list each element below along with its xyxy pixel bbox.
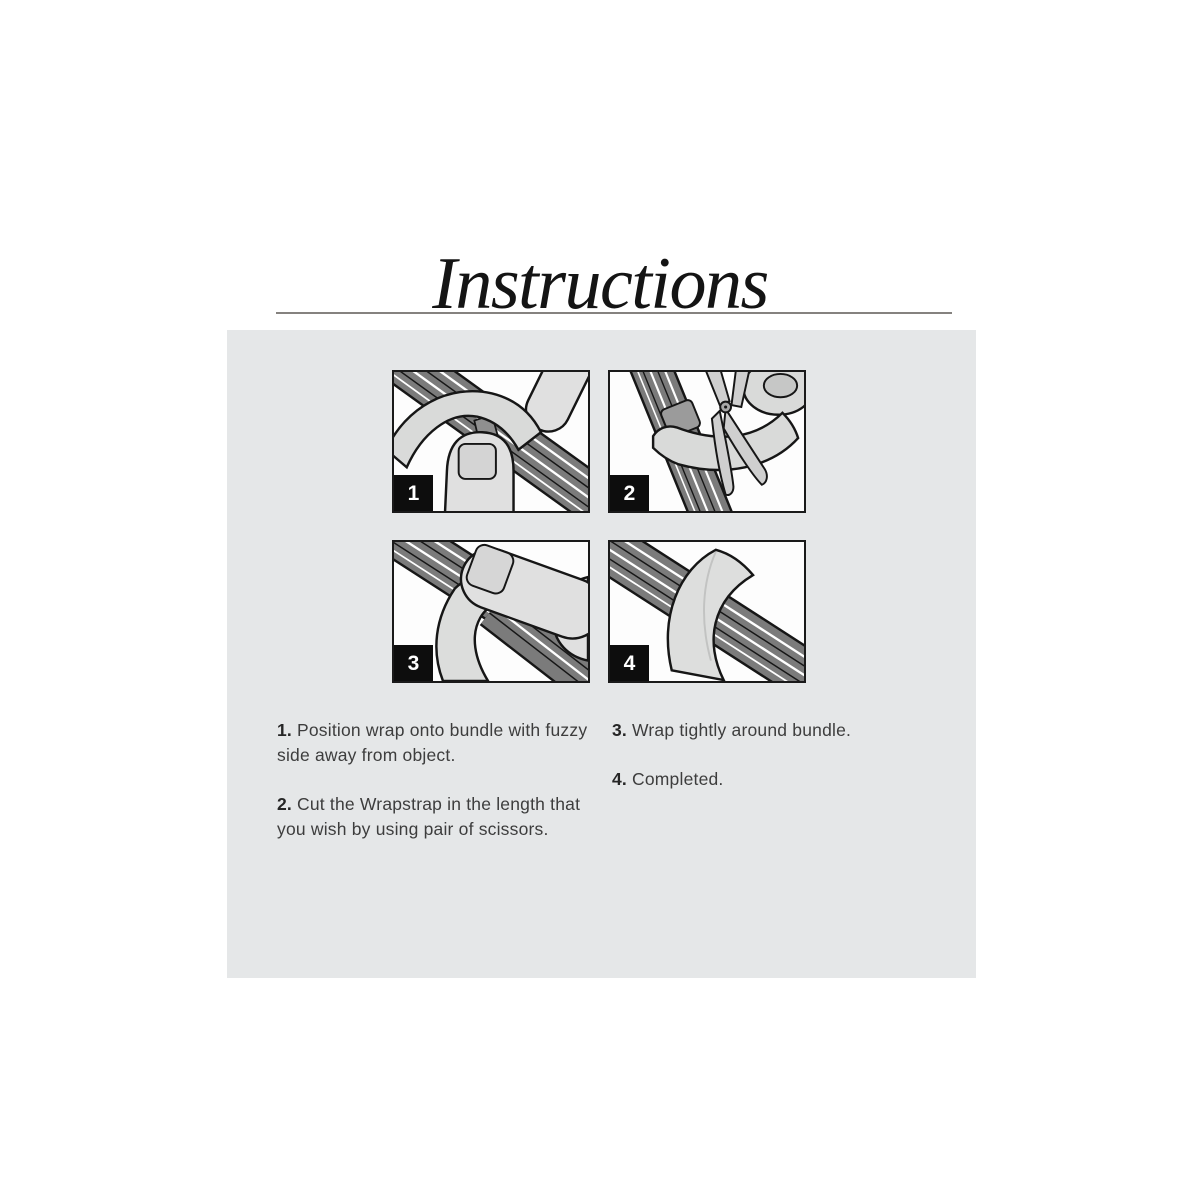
step-number-1: 1. bbox=[277, 720, 292, 740]
step-description-3: Wrap tightly around bundle. bbox=[632, 720, 852, 740]
step-text-2 bbox=[277, 792, 595, 842]
step-number-badge-3: 3 bbox=[394, 645, 433, 681]
step-figure-4 bbox=[608, 540, 806, 683]
step-figure-1 bbox=[392, 370, 590, 513]
step-text-1 bbox=[277, 718, 595, 768]
step-number-3: 3. bbox=[612, 720, 627, 740]
step-figure-2 bbox=[608, 370, 806, 513]
step-description-4: Completed. bbox=[632, 769, 724, 789]
step-number-badge-1: 1 bbox=[394, 475, 433, 511]
thumbnail-graphic bbox=[459, 444, 496, 479]
step-number-4: 4. bbox=[612, 769, 627, 789]
page-title: Instructions bbox=[432, 243, 768, 325]
step-number-badge-4: 4 bbox=[610, 645, 649, 681]
instructions-panel bbox=[227, 330, 976, 978]
illustration-grid bbox=[392, 370, 806, 683]
step-text-3 bbox=[612, 718, 942, 743]
step-text-4 bbox=[612, 767, 942, 792]
step-number-2: 2. bbox=[277, 794, 292, 814]
step-description-1: Position wrap onto bundle with fuzzy side away from object. bbox=[277, 720, 588, 765]
step-figure-3 bbox=[392, 540, 590, 683]
step-description-2: Cut the Wrapstrap in the length that you wish by using pair of scissors. bbox=[277, 794, 581, 839]
steps-column-right bbox=[612, 718, 942, 816]
steps-column-left bbox=[277, 718, 595, 866]
strap-roll-graphic bbox=[743, 372, 804, 415]
step-number-badge-2: 2 bbox=[610, 475, 649, 511]
